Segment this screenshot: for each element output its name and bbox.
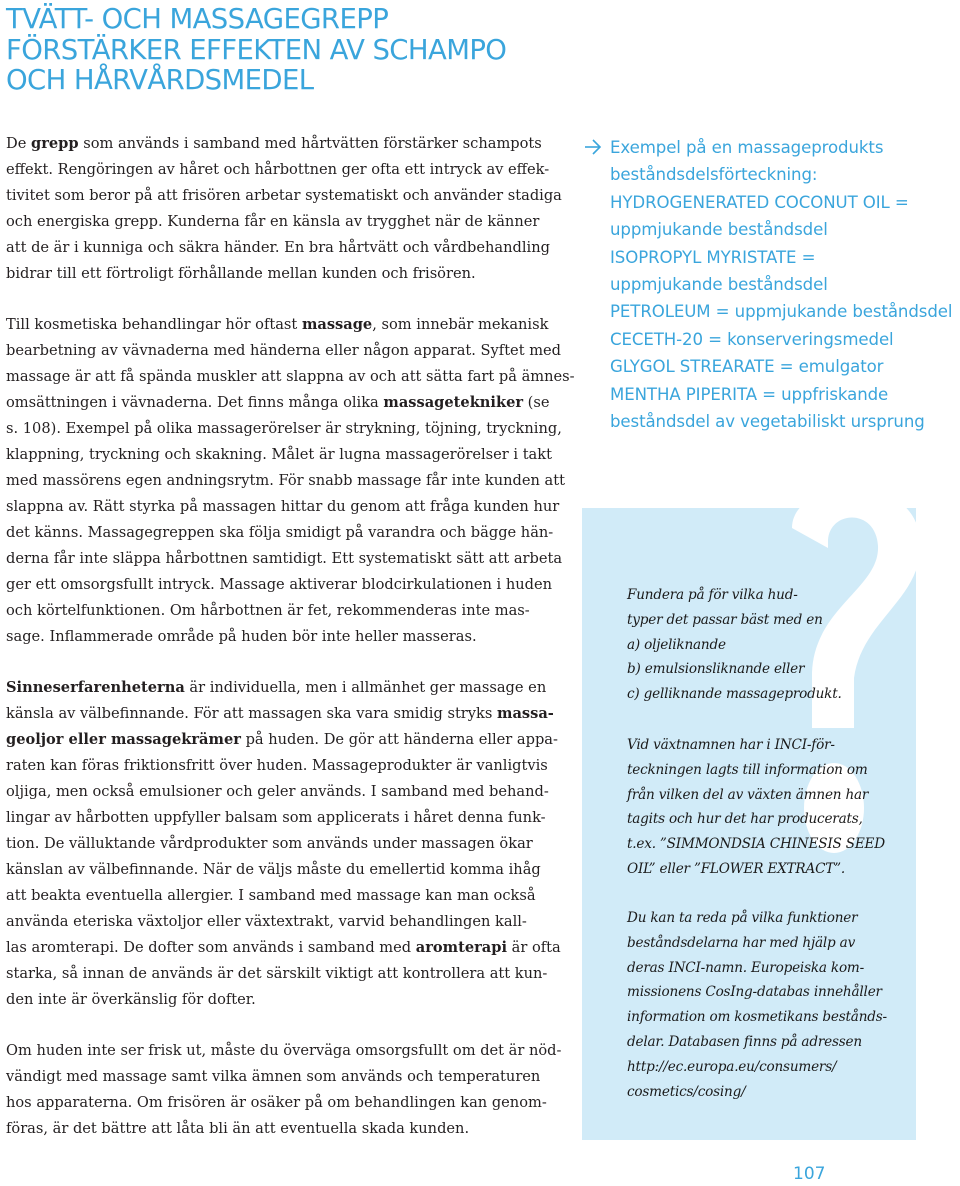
text-line: bidrar till ett förtroligt förhållande mellan kunden och frisören. bbox=[6, 264, 476, 282]
text-line: raten kan föras friktionsfritt över huden. Massageprodukter är vanligtvis bbox=[6, 756, 548, 774]
text-line: den inte är överkänslig för dofter. bbox=[6, 990, 256, 1008]
example-line: beståndsdel av vegetabiliskt ursprung bbox=[610, 412, 925, 432]
text-line: slappna av. Rätt styrka på massagen hittar du genom att fråga kunden hur bbox=[6, 497, 560, 515]
note-line: Fundera på för vilka hud- bbox=[627, 587, 798, 603]
text-run: känsla av välbefinnande. För att massagen ska vara smidig stryks bbox=[6, 705, 497, 723]
page-heading bbox=[6, 4, 566, 96]
cosing-url-line: http://ec.europa.eu/consumers/ bbox=[627, 1058, 837, 1075]
note-line: missionens CosIng-databas innehåller bbox=[627, 984, 882, 1001]
text-line bbox=[6, 131, 542, 157]
note-line: teckningen lagts till information om bbox=[627, 761, 868, 778]
note-line: a) oljeliknande bbox=[627, 636, 726, 653]
text-line: starka, så innan de används är det särskilt viktigt att kontrollera att kun- bbox=[6, 964, 548, 982]
text-run: De bbox=[6, 135, 31, 152]
text-line: s. 108). Exempel på olika massagerörelser är strykning, töjning, tryckning, bbox=[6, 420, 562, 438]
text-line: effekt. Rengöringen av håret och hårbottnen ger ofta ett intryck av effek- bbox=[6, 160, 550, 178]
text-line: Om huden inte ser frisk ut, måste du överväga omsorgsfullt om det är nöd- bbox=[6, 1042, 562, 1059]
text-line bbox=[6, 935, 561, 961]
bold-term: massagetekniker bbox=[383, 394, 524, 412]
text-line: lingar av hårbotten uppfyller balsam som applicerats i håret denna funk- bbox=[6, 808, 546, 826]
cosing-url-line: cosmetics/cosing/ bbox=[627, 1083, 746, 1100]
paragraph-massage bbox=[6, 312, 575, 649]
note-line: Du kan ta reda på vilka funktioner bbox=[627, 910, 858, 926]
main-text-column bbox=[6, 131, 575, 1142]
heading-line: OCH HÅRVÅRDSMEDEL bbox=[6, 64, 314, 96]
note-line: b) emulsionsliknande eller bbox=[627, 661, 805, 678]
bold-term: massa- bbox=[497, 705, 554, 723]
text-line: hos apparaterna. Om frisören är osäker på om behandlingen kan genom- bbox=[6, 1093, 547, 1111]
text-line: ger ett omsorgsfullt intryck. Massage aktiverar blodcirkulationen i huden bbox=[6, 575, 553, 593]
text-line: känslan av välbefinnande. När de väljs måste du emellertid komma ihåg bbox=[6, 860, 541, 878]
note-line: information om kosmetikans bestånds- bbox=[627, 1009, 887, 1026]
example-line: GLYGOL STREARATE = emulgator bbox=[610, 357, 884, 377]
bold-term: Sinneserfarenheterna bbox=[6, 679, 185, 697]
text-line: och körtelfunktionen. Om hårbottnen är fet, rekommenderas inte mas- bbox=[6, 601, 530, 619]
note-line: tagits och hur det har producerats, bbox=[627, 811, 863, 828]
text-run: är ofta bbox=[507, 938, 561, 956]
text-run: är individuella, men i allmänhet ger massage en bbox=[184, 679, 547, 697]
text-line: sage. Inflammerade område på huden bör inte heller masseras. bbox=[6, 627, 477, 645]
text-run: på huden. De gör att händerna eller appa- bbox=[240, 731, 558, 749]
example-line: Exempel på en massageprodukts bbox=[610, 138, 884, 157]
text-line: vändigt med massage samt vilka ämnen som används och temperaturen bbox=[6, 1067, 541, 1085]
example-line: ISOPROPYL MYRISTATE = bbox=[610, 247, 816, 267]
example-line: PETROLEUM = uppmjukande beståndsdel bbox=[610, 302, 953, 322]
heading-line: TVÄTT- OCH MASSAGEGREPP bbox=[6, 3, 389, 35]
note-line: deras INCI-namn. Europeiska kom- bbox=[627, 959, 865, 976]
text-line bbox=[6, 675, 547, 701]
note-line: c) gelliknande massageprodukt. bbox=[627, 686, 842, 703]
sidebar-note-plant-names bbox=[627, 733, 907, 882]
sidebar-note-skin-types bbox=[627, 583, 907, 707]
example-line: beståndsdelsförteckning: bbox=[610, 165, 818, 185]
text-run: las aromterapi. De dofter som används i samband med bbox=[6, 938, 416, 956]
bold-term: massage bbox=[301, 316, 373, 334]
note-line: delar. Databasen finns på adressen bbox=[627, 1033, 862, 1050]
note-line: från vilken del av växten ämnen har bbox=[627, 786, 869, 803]
text-line: det känns. Massagegreppen ska följa smidigt på varandra och bägge hän- bbox=[6, 523, 554, 541]
text-line: använda eteriska växtoljor eller växtextrakt, varvid behandlingen kall- bbox=[6, 912, 527, 930]
text-line: oljiga, men också emulsioner och geler används. I samband med behand- bbox=[6, 782, 549, 800]
text-run: som används i samband med hårtvätten förstärker schampots bbox=[78, 135, 542, 152]
text-run: Till kosmetiska behandlingar hör oftast bbox=[6, 316, 302, 334]
note-line: beståndsdelarna har med hjälp av bbox=[627, 934, 856, 951]
example-line: uppmjukande beståndsdel bbox=[610, 275, 828, 295]
sidebar-note-cosing-database bbox=[627, 906, 907, 1104]
arrow-right-icon bbox=[584, 138, 602, 156]
text-line bbox=[6, 701, 554, 727]
bold-term: grepp bbox=[30, 135, 79, 152]
note-line: t.ex. ”SIMMONDSIA CHINESIS SEED bbox=[627, 836, 885, 853]
text-line: och energiska grepp. Kunderna får en känsla av trygghet när de känner bbox=[6, 212, 540, 230]
text-line bbox=[6, 312, 549, 338]
text-line: klappning, tryckning och skakning. Målet är lugna massagerörelser i takt bbox=[6, 445, 552, 463]
text-line: att beakta eventuella allergier. I samband med massage kan man också bbox=[6, 886, 536, 904]
note-line: typer det passar bäst med en bbox=[627, 611, 823, 628]
paragraph-grepp bbox=[6, 131, 562, 287]
bold-term: aromterapi bbox=[415, 938, 508, 956]
text-line: föras, är det bättre att låta bli än att eventuella skada kunden. bbox=[6, 1119, 470, 1137]
paragraph-sinneserfarenheter bbox=[6, 675, 561, 1012]
text-run: (se bbox=[523, 394, 550, 412]
text-line: bearbetning av vävnaderna med händerna eller någon apparat. Syftet med bbox=[6, 342, 562, 360]
paragraph-huden bbox=[6, 1038, 562, 1142]
example-line: uppmjukande beståndsdel bbox=[610, 220, 828, 240]
text-line: tion. De välluktande vårdprodukter som används under massagen ökar bbox=[6, 834, 533, 852]
text-line bbox=[6, 727, 558, 753]
bold-term: geoljor eller massagekrämer bbox=[6, 731, 241, 749]
text-line bbox=[6, 390, 550, 416]
text-run: , som innebär mekanisk bbox=[372, 316, 549, 334]
note-line: Vid växtnamnen har i INCI-för- bbox=[627, 737, 835, 753]
text-line: att de är i kunniga och säkra händer. En bra hårtvätt och vårdbehandling bbox=[6, 238, 550, 256]
text-line: massage är att få spända muskler att slappna av och att sätta fart på ämnes- bbox=[6, 368, 575, 386]
ingredient-example bbox=[584, 134, 960, 435]
think-about-sidebar bbox=[582, 508, 916, 1140]
example-line: CECETH-20 = konserveringsmedel bbox=[610, 329, 894, 349]
text-line: med massörens egen andningsrytm. För snabb massage får inte kunden att bbox=[6, 471, 565, 489]
text-line: tivitet som beror på att frisören arbetar systematiskt och använder stadiga bbox=[6, 186, 562, 204]
example-line: HYDROGENERATED COCONUT OIL = bbox=[610, 192, 909, 212]
example-line: MENTHA PIPERITA = uppfriskande bbox=[610, 384, 889, 404]
note-line: OIL” eller ”FLOWER EXTRACT”. bbox=[627, 860, 846, 877]
text-line: derna får inte släppa hårbottnen samtidigt. Ett systematiskt sätt att arbeta bbox=[6, 549, 563, 567]
page-number: 107 bbox=[793, 1164, 826, 1184]
heading-line: FÖRSTÄRKER EFFEKTEN AV SCHAMPO bbox=[6, 33, 507, 66]
text-run: omsättningen i vävnaderna. Det finns många olika bbox=[6, 394, 384, 412]
